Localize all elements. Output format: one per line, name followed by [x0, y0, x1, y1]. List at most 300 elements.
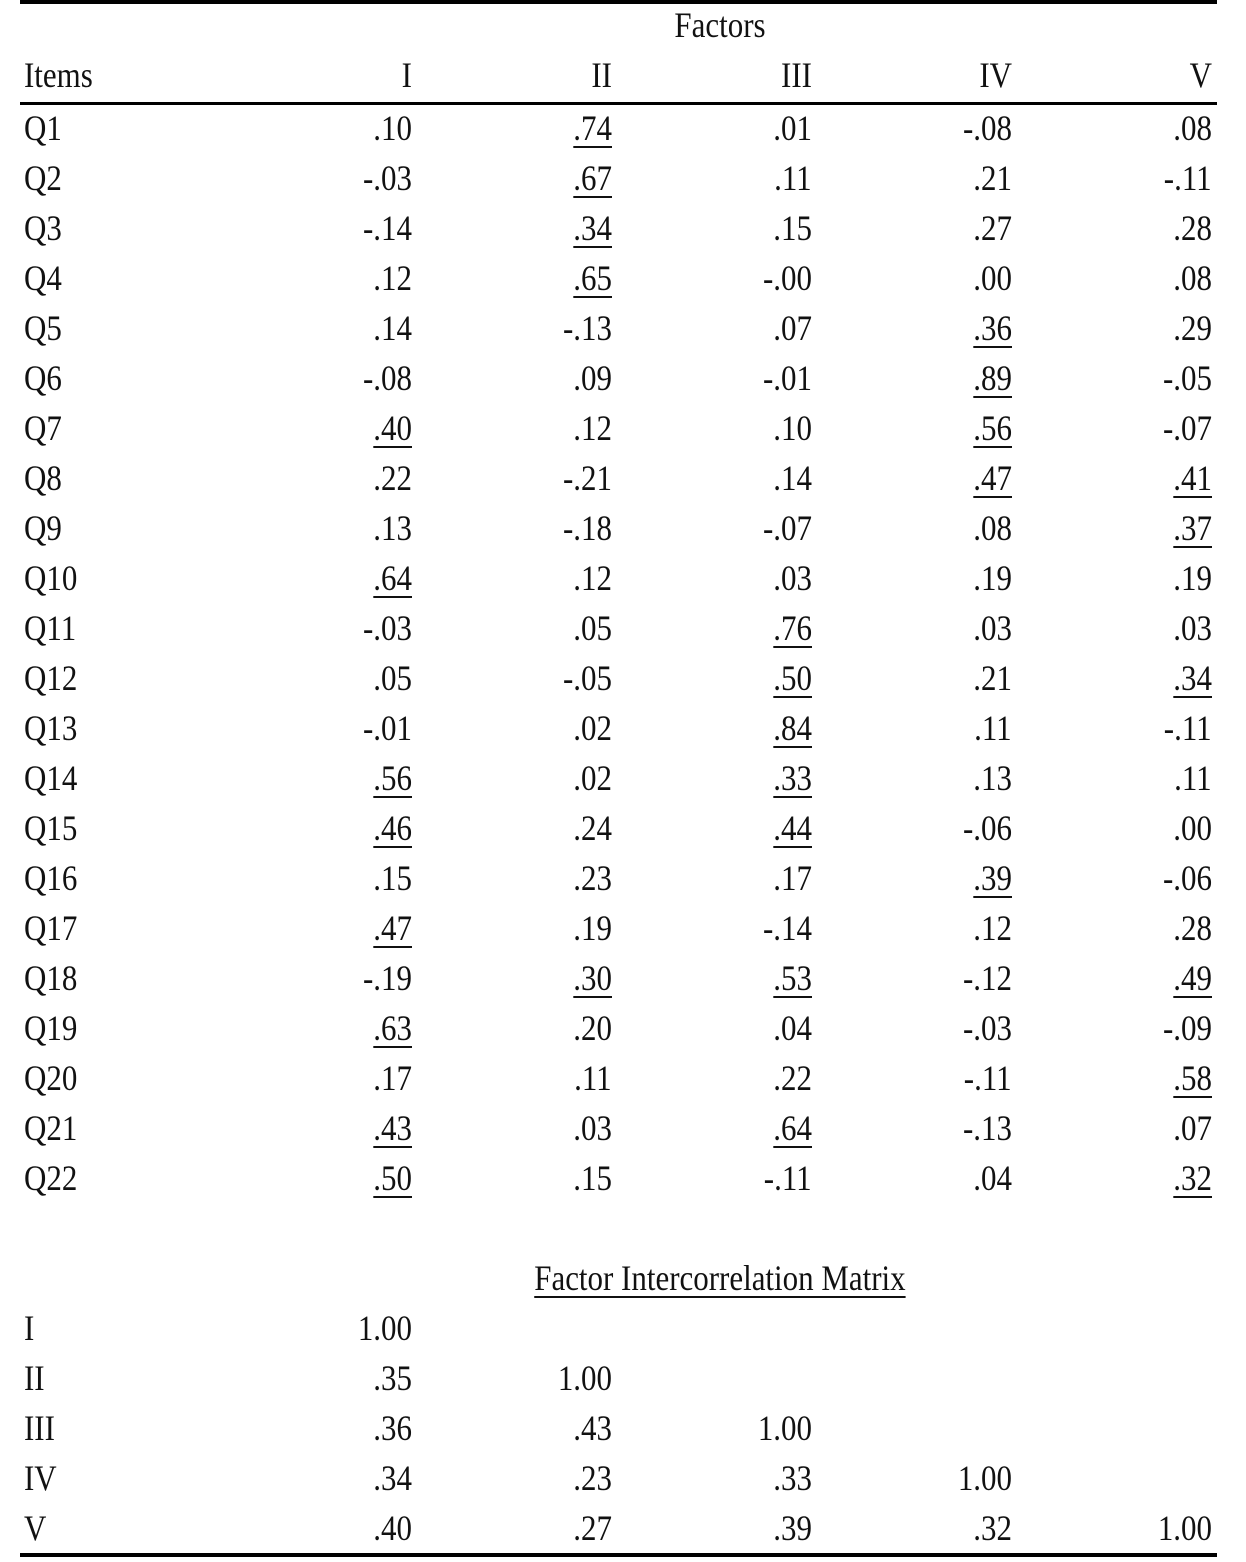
- loading-value: -.05: [1162, 358, 1212, 398]
- table-row: [0, 103, 1246, 153]
- loading-value: .00: [973, 258, 1012, 298]
- loading-cell: [412, 303, 612, 353]
- loading-value: .34: [1173, 658, 1212, 698]
- loading-cell: [1012, 1103, 1212, 1153]
- correlation-cell: [612, 1403, 812, 1453]
- loading-value: .36: [973, 308, 1012, 348]
- loading-value: .14: [373, 308, 412, 348]
- loading-value: .04: [973, 1158, 1012, 1198]
- table-row: [0, 1103, 1246, 1153]
- loading-cell: [612, 403, 812, 453]
- loading-cell-salient: [412, 953, 612, 1003]
- loading-value: .12: [573, 558, 612, 598]
- item-label-text: Q11: [24, 608, 77, 648]
- loading-cell-salient: [612, 753, 812, 803]
- loading-cell-salient: [612, 703, 812, 753]
- loading-cell-salient: [1012, 1153, 1212, 1203]
- loading-value: .23: [573, 858, 612, 898]
- loading-value: .65: [573, 258, 612, 298]
- loading-value: .12: [373, 258, 412, 298]
- correlation-value: 1.00: [757, 1408, 812, 1448]
- loading-value: .21: [973, 158, 1012, 198]
- loading-cell: [612, 1003, 812, 1053]
- header-factor-text: I: [401, 55, 412, 95]
- loading-value: .50: [373, 1158, 412, 1198]
- loading-cell-salient: [812, 403, 1012, 453]
- item-label-text: Q10: [24, 558, 78, 598]
- loading-value: -.03: [362, 158, 412, 198]
- loading-value: .08: [1173, 108, 1212, 148]
- intercorrelation-row: [0, 1453, 1246, 1503]
- loading-cell: [812, 103, 1012, 153]
- table-row: [0, 553, 1246, 603]
- loading-value: -.08: [962, 108, 1012, 148]
- loading-cell-salient: [212, 553, 412, 603]
- loading-cell: [1012, 403, 1212, 453]
- loading-value: -.11: [1164, 708, 1212, 748]
- loading-cell-salient: [412, 153, 612, 203]
- loading-cell: [412, 1003, 612, 1053]
- loading-cell: [812, 703, 1012, 753]
- item-label-text: Q5: [24, 308, 62, 348]
- loading-cell-salient: [1012, 653, 1212, 703]
- bottom-rule: [20, 1553, 1217, 1557]
- loading-cell: [412, 453, 612, 503]
- item-label-text: Q3: [24, 208, 62, 248]
- loading-value: -.09: [1162, 1008, 1212, 1048]
- loading-value: .37: [1173, 508, 1212, 548]
- loading-value: .11: [1174, 758, 1212, 798]
- loading-cell: [212, 203, 412, 253]
- loading-cell: [212, 703, 412, 753]
- loading-value: .56: [373, 758, 412, 798]
- loading-value: .63: [373, 1008, 412, 1048]
- intercorrelation-row: [0, 1303, 1246, 1353]
- loading-value: .03: [773, 558, 812, 598]
- item-label-text: Q19: [24, 1008, 78, 1048]
- loading-value: .64: [373, 558, 412, 598]
- loading-value: -.21: [562, 458, 612, 498]
- loading-value: .56: [973, 408, 1012, 448]
- correlation-value: 1.00: [357, 1308, 412, 1348]
- loading-value: .41: [1173, 458, 1212, 498]
- loading-value: .44: [773, 808, 812, 848]
- table-row: [0, 1053, 1246, 1103]
- loading-cell-salient: [612, 603, 812, 653]
- loading-value: .29: [1173, 308, 1212, 348]
- correlation-cell: [612, 1503, 812, 1553]
- loading-value: -.03: [962, 1008, 1012, 1048]
- correlation-value: 1.00: [1157, 1508, 1212, 1548]
- table-row: [0, 703, 1246, 753]
- loading-cell-salient: [212, 803, 412, 853]
- loading-cell: [1012, 703, 1212, 753]
- loading-cell: [812, 1053, 1012, 1103]
- header-factor-text: III: [781, 55, 812, 95]
- loading-value: .00: [1173, 808, 1212, 848]
- loading-cell: [412, 653, 612, 703]
- loading-cell-salient: [612, 953, 812, 1003]
- loading-value: .05: [573, 608, 612, 648]
- loading-cell: [612, 853, 812, 903]
- header-factor-text: V: [1189, 55, 1212, 95]
- loading-cell: [1012, 153, 1212, 203]
- loading-cell: [612, 1053, 812, 1103]
- loading-cell: [212, 353, 412, 403]
- loading-cell: [1012, 553, 1212, 603]
- loading-value: -.13: [962, 1108, 1012, 1148]
- loading-cell: [1012, 903, 1212, 953]
- factor-label: [24, 1453, 224, 1503]
- loading-value: .27: [973, 208, 1012, 248]
- table-row: [0, 803, 1246, 853]
- loading-cell: [812, 153, 1012, 203]
- loading-value: -.14: [762, 908, 812, 948]
- loading-cell: [612, 353, 812, 403]
- header-factor-IV: [812, 50, 1012, 100]
- loading-value: .20: [573, 1008, 612, 1048]
- item-label: [24, 603, 224, 653]
- item-label-text: Q18: [24, 958, 78, 998]
- loading-value: .46: [373, 808, 412, 848]
- loading-cell: [812, 503, 1012, 553]
- table-header-row: [0, 50, 1246, 100]
- correlation-cell: [412, 1453, 612, 1503]
- loading-value: .53: [773, 958, 812, 998]
- loading-cell-salient: [212, 403, 412, 453]
- item-label: [24, 953, 224, 1003]
- item-label: [24, 253, 224, 303]
- item-label-text: Q6: [24, 358, 62, 398]
- loading-cell: [1012, 253, 1212, 303]
- loading-cell: [1012, 753, 1212, 803]
- table-row: [0, 903, 1246, 953]
- loading-value: .09: [573, 358, 612, 398]
- loading-cell: [612, 303, 812, 353]
- loading-value: .50: [773, 658, 812, 698]
- loading-value: .39: [973, 858, 1012, 898]
- loading-value: .15: [573, 1158, 612, 1198]
- table-row: [0, 953, 1246, 1003]
- item-label: [24, 853, 224, 903]
- item-label-text: Q16: [24, 858, 78, 898]
- loading-value: .58: [1173, 1058, 1212, 1098]
- correlation-cell: [212, 1453, 412, 1503]
- loading-value: -.08: [362, 358, 412, 398]
- loading-cell: [412, 753, 612, 803]
- loading-value: .22: [773, 1058, 812, 1098]
- factors-spanner-label: [612, 0, 828, 50]
- loading-cell-salient: [812, 303, 1012, 353]
- header-factor-text: II: [591, 55, 612, 95]
- loading-cell: [1012, 303, 1212, 353]
- item-label-text: Q13: [24, 708, 78, 748]
- loading-value: .84: [773, 708, 812, 748]
- loading-cell-salient: [812, 853, 1012, 903]
- loading-cell-salient: [612, 803, 812, 853]
- item-label-text: Q15: [24, 808, 78, 848]
- loading-cell: [812, 603, 1012, 653]
- header-items-text: Items: [24, 55, 93, 95]
- loading-value: -.11: [1164, 158, 1212, 198]
- correlation-value: 1.00: [557, 1358, 612, 1398]
- loading-cell: [412, 1103, 612, 1153]
- loading-value: -.07: [1162, 408, 1212, 448]
- table-row: [0, 353, 1246, 403]
- loading-cell: [612, 1153, 812, 1203]
- loading-cell-salient: [1012, 953, 1212, 1003]
- loading-value: .17: [373, 1058, 412, 1098]
- header-items: [24, 50, 224, 100]
- loading-cell-salient: [1012, 1053, 1212, 1103]
- loading-value: .03: [573, 1108, 612, 1148]
- loading-value: -.19: [362, 958, 412, 998]
- item-label: [24, 453, 224, 503]
- item-label-text: Q8: [24, 458, 62, 498]
- loading-value: -.06: [962, 808, 1012, 848]
- loading-value: .05: [373, 658, 412, 698]
- loading-cell-salient: [412, 103, 612, 153]
- item-label: [24, 703, 224, 753]
- correlation-cell: [412, 1353, 612, 1403]
- item-label-text: Q14: [24, 758, 78, 798]
- loading-value: .13: [373, 508, 412, 548]
- loading-cell: [612, 153, 812, 203]
- loading-value: .43: [373, 1108, 412, 1148]
- loading-cell: [812, 903, 1012, 953]
- item-label: [24, 1053, 224, 1103]
- correlation-cell: [412, 1403, 612, 1453]
- loading-value: .07: [773, 308, 812, 348]
- loading-value: .12: [573, 408, 612, 448]
- loading-cell: [1012, 203, 1212, 253]
- loading-cell: [1012, 853, 1212, 903]
- loading-cell-salient: [612, 1103, 812, 1153]
- loading-cell-salient: [1012, 503, 1212, 553]
- loading-value: .76: [773, 608, 812, 648]
- loading-cell: [212, 853, 412, 903]
- table-row: [0, 853, 1246, 903]
- loading-value: .10: [373, 108, 412, 148]
- table-row: [0, 753, 1246, 803]
- loading-cell: [1012, 353, 1212, 403]
- loading-value: -.13: [562, 308, 612, 348]
- loading-value: .11: [974, 708, 1012, 748]
- loading-cell: [412, 803, 612, 853]
- correlation-value: .40: [373, 1508, 412, 1548]
- correlation-cell: [812, 1503, 1012, 1553]
- loading-value: .28: [1173, 208, 1212, 248]
- loading-value: -.05: [562, 658, 612, 698]
- correlation-value: .23: [573, 1458, 612, 1498]
- loading-value: -.00: [762, 258, 812, 298]
- loading-value: .21: [973, 658, 1012, 698]
- loading-value: .22: [373, 458, 412, 498]
- loading-cell: [612, 453, 812, 503]
- correlation-value: .27: [573, 1508, 612, 1548]
- loading-value: .13: [973, 758, 1012, 798]
- table-row: [0, 1153, 1246, 1203]
- loading-value: -.14: [362, 208, 412, 248]
- table-row: [0, 303, 1246, 353]
- loading-cell-salient: [212, 1103, 412, 1153]
- intercorrelation-row: [0, 1403, 1246, 1453]
- item-label-text: Q22: [24, 1158, 78, 1198]
- header-factor-I: [212, 50, 412, 100]
- loading-cell: [1012, 603, 1212, 653]
- loading-value: .08: [973, 508, 1012, 548]
- loading-value: -.11: [764, 1158, 812, 1198]
- loading-cell: [412, 903, 612, 953]
- item-label: [24, 1003, 224, 1053]
- loading-value: -.01: [362, 708, 412, 748]
- loading-cell: [612, 203, 812, 253]
- factor-label-text: II: [24, 1358, 45, 1398]
- correlation-value: .35: [373, 1358, 412, 1398]
- item-label: [24, 353, 224, 403]
- item-label: [24, 503, 224, 553]
- correlation-value: .43: [573, 1408, 612, 1448]
- item-label: [24, 203, 224, 253]
- loading-cell: [212, 1053, 412, 1103]
- item-label: [24, 1103, 224, 1153]
- loading-cell-salient: [212, 903, 412, 953]
- loading-cell: [212, 503, 412, 553]
- loading-value: -.01: [762, 358, 812, 398]
- loading-value: -.12: [962, 958, 1012, 998]
- loading-cell: [212, 603, 412, 653]
- loading-cell: [812, 203, 1012, 253]
- item-label: [24, 903, 224, 953]
- item-label: [24, 303, 224, 353]
- table-row: [0, 653, 1246, 703]
- table-row: [0, 503, 1246, 553]
- loading-value: .11: [774, 158, 812, 198]
- factor-label: [24, 1353, 224, 1403]
- loading-cell: [612, 503, 812, 553]
- loading-cell-salient: [1012, 453, 1212, 503]
- loading-value: .14: [773, 458, 812, 498]
- correlation-cell: [412, 1503, 612, 1553]
- correlation-cell: [212, 1303, 412, 1353]
- loading-cell: [412, 553, 612, 603]
- loading-cell: [812, 953, 1012, 1003]
- loading-cell: [412, 703, 612, 753]
- item-label-text: Q4: [24, 258, 62, 298]
- table-row: [0, 403, 1246, 453]
- loading-value: .11: [574, 1058, 612, 1098]
- table-row: [0, 603, 1246, 653]
- loading-cell-salient: [412, 203, 612, 253]
- loading-value: .19: [573, 908, 612, 948]
- loading-cell: [212, 653, 412, 703]
- loading-value: -.03: [362, 608, 412, 648]
- loading-cell: [1012, 103, 1212, 153]
- loading-value: .19: [973, 558, 1012, 598]
- correlation-cell: [1012, 1503, 1212, 1553]
- correlation-value: .39: [773, 1508, 812, 1548]
- loading-cell: [612, 553, 812, 603]
- loading-value: .17: [773, 858, 812, 898]
- loading-cell: [612, 253, 812, 303]
- correlation-cell: [812, 1453, 1012, 1503]
- correlation-value: .34: [373, 1458, 412, 1498]
- factor-label-text: V: [24, 1508, 47, 1548]
- loading-value: -.18: [562, 508, 612, 548]
- loading-cell-salient: [612, 653, 812, 703]
- table-row: [0, 203, 1246, 253]
- factors-spanner-text: Factors: [674, 5, 766, 45]
- item-label: [24, 553, 224, 603]
- loading-cell: [812, 1003, 1012, 1053]
- loading-value: -.07: [762, 508, 812, 548]
- factor-label: [24, 1303, 224, 1353]
- loading-cell-salient: [212, 1153, 412, 1203]
- correlation-cell: [612, 1453, 812, 1503]
- item-label-text: Q9: [24, 508, 62, 548]
- loading-value: .34: [573, 208, 612, 248]
- loading-cell: [612, 103, 812, 153]
- loading-cell: [812, 1103, 1012, 1153]
- loading-value: .47: [373, 908, 412, 948]
- loading-value: .28: [1173, 908, 1212, 948]
- loading-cell: [212, 953, 412, 1003]
- loading-value: .89: [973, 358, 1012, 398]
- loading-cell: [812, 753, 1012, 803]
- intercorrelation-title-text: Factor Intercorrelation Matrix: [534, 1258, 906, 1298]
- loading-cell-salient: [412, 253, 612, 303]
- loading-value: .08: [1173, 258, 1212, 298]
- correlation-cell: [212, 1503, 412, 1553]
- loading-cell: [212, 153, 412, 203]
- loading-cell: [212, 103, 412, 153]
- loading-cell: [412, 353, 612, 403]
- factor-label: [24, 1503, 224, 1553]
- table-row: [0, 253, 1246, 303]
- loading-cell: [412, 1153, 612, 1203]
- loading-cell: [812, 803, 1012, 853]
- correlation-value: 1.00: [957, 1458, 1012, 1498]
- loading-cell: [812, 653, 1012, 703]
- item-label-text: Q1: [24, 108, 62, 148]
- loading-value: .10: [773, 408, 812, 448]
- loading-value: .24: [573, 808, 612, 848]
- loading-cell: [612, 903, 812, 953]
- loading-cell-salient: [812, 353, 1012, 403]
- loading-cell: [812, 253, 1012, 303]
- factor-label-text: I: [24, 1308, 35, 1348]
- table-row: [0, 1003, 1246, 1053]
- item-label-text: Q12: [24, 658, 78, 698]
- loading-value: .01: [773, 108, 812, 148]
- loading-value: .47: [973, 458, 1012, 498]
- loading-cell: [212, 303, 412, 353]
- loading-value: .12: [973, 908, 1012, 948]
- loading-value: -.06: [1162, 858, 1212, 898]
- table-row: [0, 453, 1246, 503]
- loading-value: .40: [373, 408, 412, 448]
- loading-value: .32: [1173, 1158, 1212, 1198]
- loading-cell-salient: [212, 753, 412, 803]
- table-row: [0, 153, 1246, 203]
- loading-cell: [812, 1153, 1012, 1203]
- factor-label-text: III: [24, 1408, 55, 1448]
- loading-cell: [212, 253, 412, 303]
- loading-cell: [412, 603, 612, 653]
- item-label: [24, 103, 224, 153]
- loading-value: .07: [1173, 1108, 1212, 1148]
- correlation-cell: [212, 1403, 412, 1453]
